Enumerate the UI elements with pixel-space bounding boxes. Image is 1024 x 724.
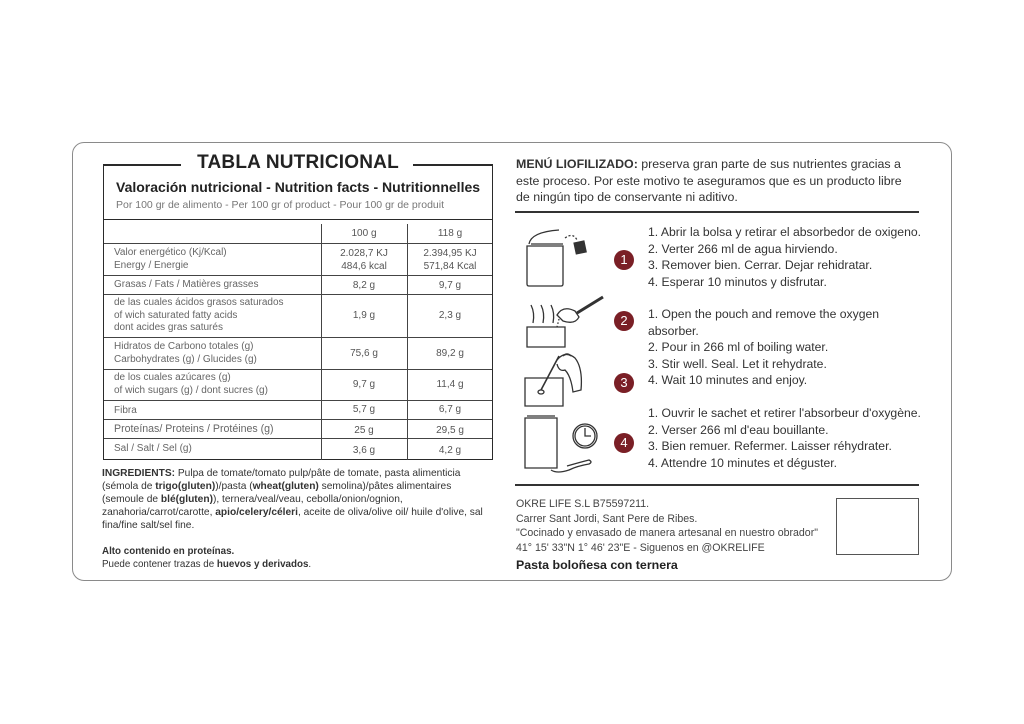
row-label: Grasas / Fats / Matières grasses	[114, 279, 259, 290]
wait-timer-icon	[519, 410, 609, 476]
row-value-118g: 29,5 g	[436, 425, 464, 436]
stir-icon	[519, 350, 609, 408]
allergen-warning: Alto contenido en proteínas. Puede contener trazas de huevos y derivados.	[102, 546, 312, 570]
row-label: Valor energético (Kj/Kcal) Energy / Energie	[114, 247, 227, 271]
row-value-100g: 2.028,7 KJ 484,6 kcal	[340, 248, 388, 272]
table-row-salt	[104, 439, 492, 460]
row-value-118g: 2.394,95 KJ 571,84 Kcal	[423, 248, 477, 272]
table-row-energy	[104, 244, 492, 276]
section-divider-bottom	[515, 484, 919, 486]
row-value-118g: 4,2 g	[438, 445, 462, 456]
row-value-100g: 5,7 g	[352, 404, 376, 415]
row-label: Proteínas/ Proteins / Protéines (g)	[114, 423, 274, 435]
row-value-100g: 3,6 g	[352, 445, 376, 456]
instructions-es: 1. Abrir la bolsa y retirar el absorbedor de oxigeno. 2. Verter 266 ml de agua hirviendo. 3. Remover bien. Cerrar. Dejar rehidratar. 4. Esperar 10 minutos y disfrutar.	[648, 225, 922, 289]
table-row-proteins	[104, 420, 492, 439]
nutrition-subheading: Por 100 gr de alimento - Per 100 gr of product - Pour 100 gr de produit	[116, 199, 445, 211]
row-label: Sal / Salt / Sel (g)	[114, 443, 192, 454]
nutrition-header	[104, 166, 492, 220]
table-row-sugars	[104, 370, 492, 401]
pouch-open-icon	[519, 222, 591, 290]
lot-date-box	[836, 498, 919, 555]
row-label: de las cuales ácidos grasos saturados of wich saturated fatty acids dont acides gras saturés	[114, 297, 284, 333]
row-value-118g: 2,3 g	[438, 310, 462, 321]
row-label: Hidratos de Carbono totales (g) Carbohydrates (g) / Glucides (g)	[114, 341, 257, 365]
step-number-2: 2	[614, 311, 634, 331]
table-row-fats	[104, 276, 492, 295]
instructions-fr: 1. Ouvrir le sachet et retirer l'absorbeur d'oxygène. 2. Verser 266 ml d'eau bouillante. 3. Bien remuer. Refermer. Laisser réhydrater. 4. Attendre 10 minutes et déguster.	[648, 406, 921, 470]
table-row-fibre	[104, 401, 492, 420]
row-value-100g: 1,9 g	[352, 310, 376, 321]
column-100g: 100 g	[351, 228, 377, 239]
step-number-3: 3	[614, 373, 634, 393]
table-row-carbohydrates	[104, 338, 492, 370]
instructions-en: 1. Open the pouch and remove the oxygen absorber. 2. Pour in 266 ml of boiling water. 3. Stir well. Seal. Let it rehydrate. 4. Wait 10 minutes and enjoy.	[648, 307, 880, 388]
product-name: Pasta boloñesa con ternera	[516, 558, 678, 572]
row-value-118g: 11,4 g	[436, 379, 464, 390]
nutrition-heading: Valoración nutricional - Nutrition facts - Nutritionnelles	[116, 179, 481, 195]
row-value-118g: 6,7 g	[438, 404, 462, 415]
row-value-100g: 8,2 g	[352, 280, 376, 291]
nutrition-title: TABLA NUTRICIONAL	[103, 152, 493, 174]
row-value-118g: 89,2 g	[436, 348, 464, 359]
section-divider-top	[515, 211, 919, 213]
row-value-100g: 9,7 g	[352, 379, 376, 390]
row-value-100g: 75,6 g	[350, 348, 378, 359]
column-118g: 118 g	[437, 228, 463, 239]
row-value-118g: 9,7 g	[438, 280, 462, 291]
column-header-row	[104, 224, 492, 244]
pour-water-icon	[519, 293, 609, 351]
table-row-saturated	[104, 295, 492, 338]
ingredients-text: INGREDIENTS: Pulpa de tomate/tomato pulp/pâte de tomate, pasta alimenticia (sémola de trigo(gluten))/pasta (wheat(gluten) semolina)/pâtes alimentaires (semoule de blé(gluten)), ternera/veal/veau, cebolla/onion/ognion, zanahoria/carrot/carotte, apio/celery/céleri, aceite de oliva/olive oil/ huile d'olive, sal fina/fine salt/sel fine.	[102, 468, 483, 532]
nutrition-table	[103, 166, 493, 460]
step-number-1: 1	[614, 250, 634, 270]
row-value-100g: 25 g	[354, 425, 374, 436]
step-number-4: 4	[614, 433, 634, 453]
row-label: de los cuales azúcares (g) of wich sugars (g) / dont sucres (g)	[114, 372, 268, 396]
row-label: Fibra	[114, 405, 137, 416]
company-info: OKRE LIFE S.L B75597211. Carrer Sant Jordi, Sant Pere de Ribes. "Cocinado y envasado de manera artesanal en nuestro obrador" 41° 15' 33"N 1° 46' 23"E - Siguenos en @OKRELIFE	[516, 498, 818, 554]
menu-description: MENÚ LIOFILIZADO: preserva gran parte de sus nutrientes gracias a este proceso. Por este motivo te aseguramos que es un producto libre de ningún tipo de conservante ni aditivo.	[516, 157, 902, 204]
